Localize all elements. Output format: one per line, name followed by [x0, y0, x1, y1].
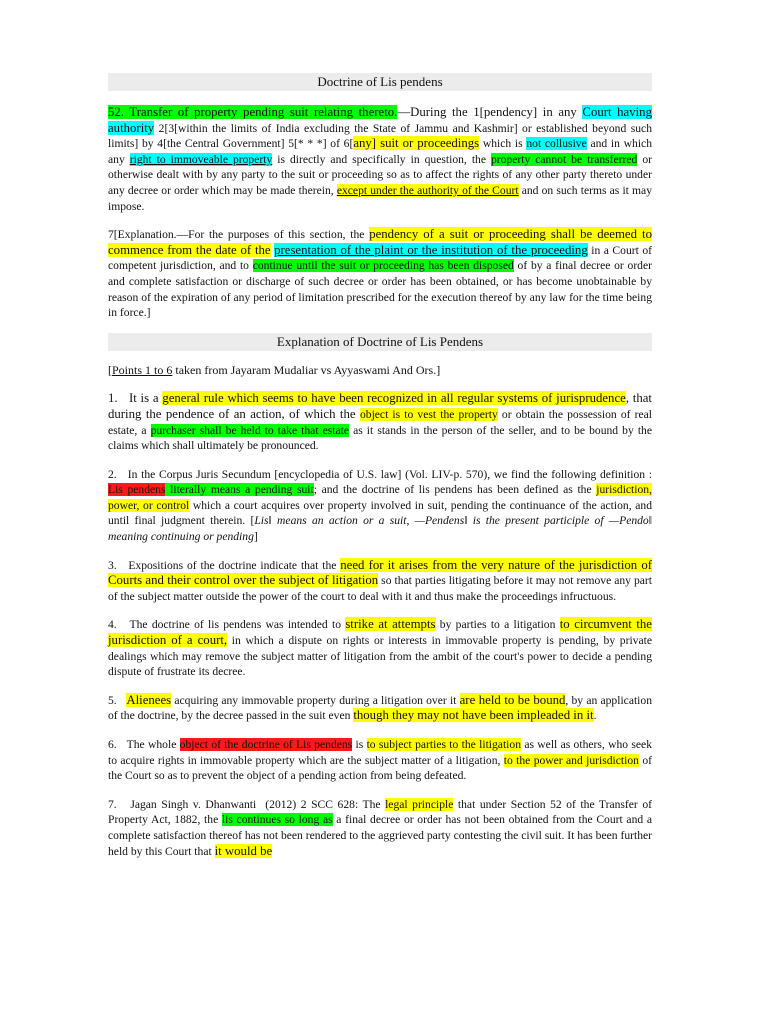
text-run: , by an application of the doctrine, by the decree passed in the suit even	[108, 693, 652, 723]
text-run: ; and the doctrine of lis pendens has been defined as the	[313, 483, 597, 497]
text-run: are held to be bound	[459, 692, 566, 707]
text-run: legal principle	[385, 797, 454, 811]
explanation-paragraph	[108, 227, 652, 321]
point-paragraph-3	[108, 558, 652, 605]
point-paragraph-1	[108, 391, 652, 453]
text-run: 2. In the Corpus Juris Secundum [encyclopedia of U.S. law] (Vol. LIV-p. 570), we find the following definition :	[108, 467, 652, 481]
point-paragraph-7	[108, 797, 652, 859]
text-run: Court having authority	[108, 105, 652, 135]
text-run: strike at attempts	[345, 617, 436, 632]
text-run: acquiring any immovable property during a litigation over it	[171, 693, 460, 707]
text-run: in which a dispute on rights or interests in immovable property is pending, by private dealings which may remove the subject matter of litigation from the ambit of the court's power to decide a pending dispute of frustrate its decree.	[108, 634, 652, 679]
point-paragraph-5	[108, 693, 652, 724]
text-run: .	[593, 709, 597, 723]
text-run: right to immoveable property	[129, 152, 273, 166]
text-run: taken from Jayaram Mudaliar vs Ayyaswami And Ors.]	[172, 362, 441, 377]
text-run: ]	[253, 530, 258, 544]
text-run: object of the doctrine of Lis pendens	[179, 738, 353, 751]
text-run: lis continues so long as	[221, 813, 333, 827]
text-run: 4. The doctrine of lis pendens was intended to	[108, 618, 346, 632]
text-run: of the Court so as to prevent the object of a pending action from being defeated.	[108, 753, 652, 783]
text-run: purchaser shall be held to take that estate	[150, 423, 350, 437]
text-run: object is to vest the property	[359, 407, 498, 421]
text-run: and in which any	[108, 137, 652, 166]
text-run: and on such terms as it may impose.	[108, 183, 652, 213]
text-run: as it stands in the person of the seller, and to be bound by the claims which shall ultimately be pronounced.	[108, 423, 652, 453]
text-run: 5.	[108, 693, 127, 707]
text-run: is directly and specifically in question, the	[272, 152, 491, 166]
doctrine-heading: Doctrine of Lis pendens	[108, 73, 652, 91]
text-run: Lis‖ means an action or a suit, —Pendens‖ is the present participle of —Pendo‖ meaning continuing or pending	[108, 514, 652, 544]
text-run: except under the authority of the Court	[336, 183, 519, 197]
text-run: 1. It is a	[108, 391, 163, 406]
text-run: to circumvent the jurisdiction of a court,	[108, 617, 652, 648]
text-run: Alienees	[126, 692, 172, 707]
text-run: to subject parties to the litigation	[366, 738, 521, 751]
text-run: a final decree or order has not been obtained from the Court and a complete satisfaction thereof has not been rendered to the aggrieved party contesting the civil suit. It has been further held by this Court that	[108, 813, 652, 858]
text-run: which is	[479, 137, 527, 151]
text-run: 2[3[within the limits of India excluding the State of Jammu and Kashmir] or established beyond such limits] by 4[the Central Government] 5[* * *] of 6[	[108, 121, 652, 151]
text-run: it would be	[214, 843, 273, 858]
points-list	[108, 391, 652, 859]
text-run: not collusive	[526, 137, 587, 151]
text-run: literally means a pending suit	[165, 483, 314, 497]
text-run: so that parties litigating before it may not remove any part of the subject matter outside the power of the court to deal with it and thus make the proceedings infructuous.	[108, 574, 652, 603]
text-run: , that during the pendence of an action, of which the	[108, 391, 652, 421]
text-run: or obtain the possession of real estate, a	[108, 407, 652, 437]
text-run: jurisdiction, power, or control	[108, 483, 652, 512]
text-run: in a Court of competent jurisdiction, and to	[108, 243, 652, 273]
text-run: or otherwise dealt with by any party to the suit or proceeding so as to affect the rights of any other party thereto under any decree or order which may be made therein,	[108, 152, 652, 197]
text-run: 7. Jagan Singh v. Dhanwanti (2012) 2 SCC 628: The	[108, 797, 386, 811]
point-paragraph-2	[108, 467, 652, 545]
text-run: Lis pendens	[108, 483, 166, 497]
document-page	[108, 0, 652, 859]
section-52-paragraph	[108, 105, 652, 214]
text-run: 52. Transfer of property pending suit relating thereto.	[108, 105, 398, 119]
text-run: any] suit or proceedings	[353, 136, 480, 151]
text-run: general rule which seems to have been recognized in all regular systems of jurisprudence	[162, 391, 626, 406]
text-run: —During the 1[pendency] in any	[397, 105, 583, 119]
point-paragraph-4	[108, 617, 652, 679]
text-run: to the power and jurisdiction	[503, 753, 639, 767]
text-run: which a court acquires over property involved in suit, pending the continuance of the action, and until final judgment therein. [	[108, 498, 653, 528]
text-run: [	[108, 362, 112, 377]
text-run: of by a final decree or order and complete satisfaction or discharge of such decree or order has been obtained, or has become unobtainable by reason of the expiration of any period of limitation prescribed for the execution thereof by any law for the time being in force.]	[108, 259, 652, 320]
text-run: 6. The whole	[108, 738, 180, 751]
text-run: though they may not have been impleaded in it	[353, 708, 594, 723]
points-source-note	[108, 363, 652, 379]
text-run: presentation of the plaint or the institution of the proceeding	[274, 242, 588, 257]
text-run: 7[Explanation.—For the purposes of this section, the	[108, 228, 370, 242]
text-run: pendency of a suit or proceeding shall be deemed to commence from the date of the	[108, 227, 652, 257]
text-run: that under Section 52 of the Transfer of Property Act, 1882, the	[108, 797, 652, 827]
text-run: by parties to a litigation	[435, 618, 560, 632]
text-run: 3. Expositions of the doctrine indicate that the	[108, 558, 341, 572]
text-run: as well as others, who seek to acquire rights in immovable property which are the subject matter of a litigation,	[108, 738, 653, 767]
text-run: need for it arises from the very nature of the jurisdiction of Courts and their control over the subject of litigation	[108, 557, 653, 588]
text-run: property cannot be transferred	[490, 152, 638, 166]
point-paragraph-6	[108, 737, 652, 784]
text-run: Points 1 to 6	[112, 362, 173, 377]
explanation-heading: Explanation of Doctrine of Lis Pendens	[108, 333, 652, 351]
text-run: continue until the suit or proceeding has been disposed	[252, 259, 514, 273]
text-run: is	[352, 738, 367, 751]
